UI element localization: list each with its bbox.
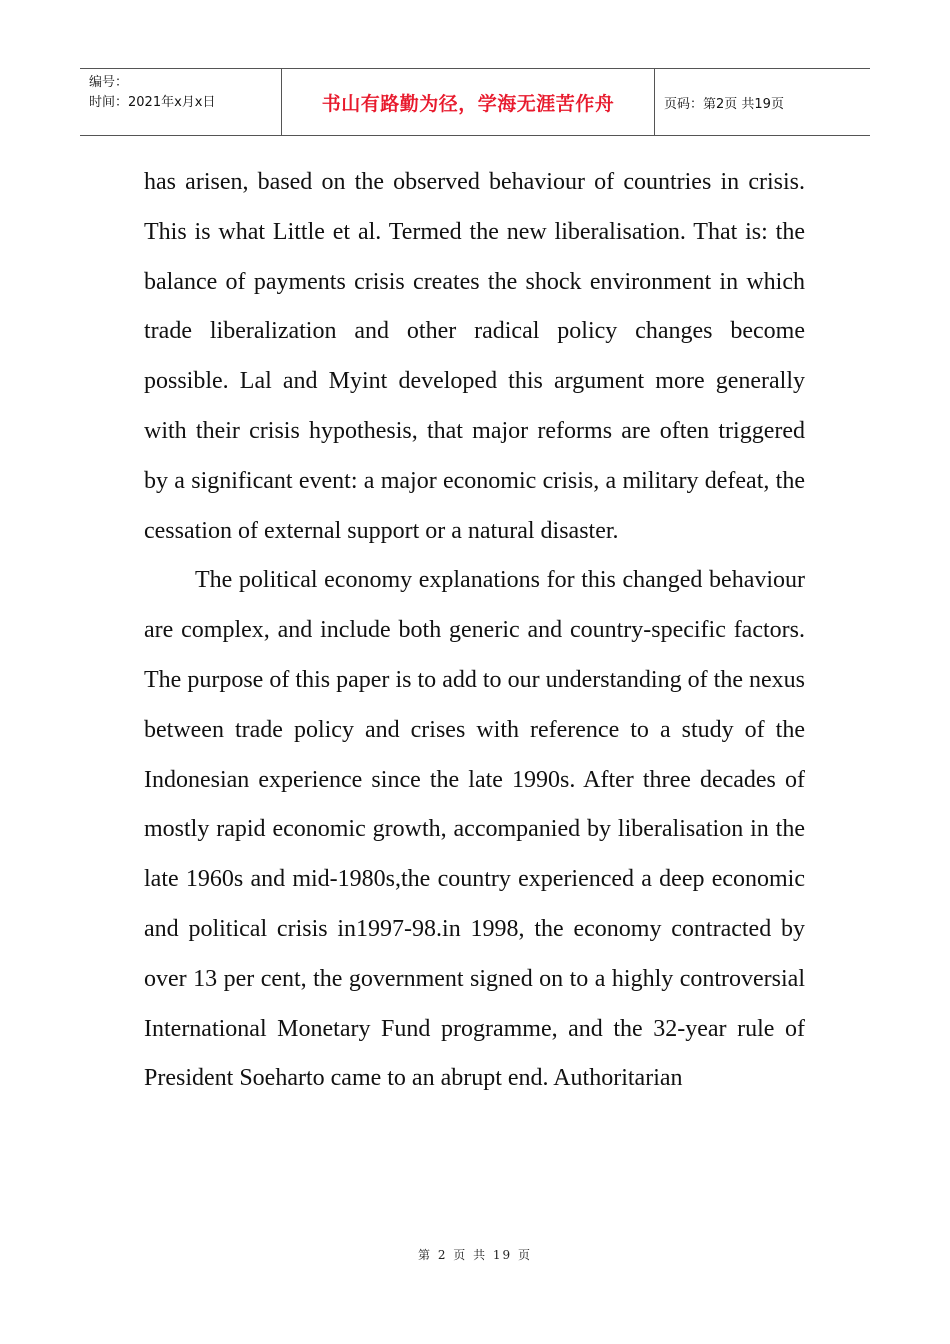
body-paragraph-2: The political economy explanations for this changed behaviour are complex, and include both generic and country-specific factors. The purpose of this paper is to add to our understanding of the nexus between trade policy and crises with reference to a study of the Indonesian experience since the late 1990s. After three decades of mostly rapid economic growth, accompanied by liberalisation in the late 1960s and mid-1980s,the country experienced a deep economic and political crisis in1997-98.in 1998, the economy contracted by over 13 per cent, the government signed on to a highly controversial International Monetary Fund programme, and the 32-year rule of President Soeharto came to an abrupt end. Authoritarian <box>144 567 805 1092</box>
header-motto-cell <box>282 69 655 135</box>
page-header <box>80 68 870 136</box>
page-footer <box>0 1246 950 1263</box>
header-page-info: 页码：第2页 共19页 <box>664 96 784 112</box>
body-paragraph-1: has arisen, based on the observed behaviour of countries in crisis. This is what Little et al. Termed the new liberalisation. That is: the balance of payments crisis creates the shock environment in which trade liberalization and other radical policy changes become possible. Lal and Myint developed this argument more generally with their crisis hypothesis, that major reforms are often triggered by a significant event: a major economic crisis, a military defeat, the cessation of external support or a natural disaster. <box>144 169 805 544</box>
document-body <box>144 158 805 1104</box>
header-motto: 书山有路勤为径，学海无涯苦作舟 <box>321 92 615 115</box>
header-page-cell <box>655 69 870 135</box>
document-number-label: 编号： <box>89 75 129 90</box>
document-time-label: 时间：2021年x月x日 <box>89 95 216 110</box>
header-meta-cell <box>80 69 282 135</box>
footer-page-number: 第 2 页 共 19 页 <box>418 1248 532 1262</box>
